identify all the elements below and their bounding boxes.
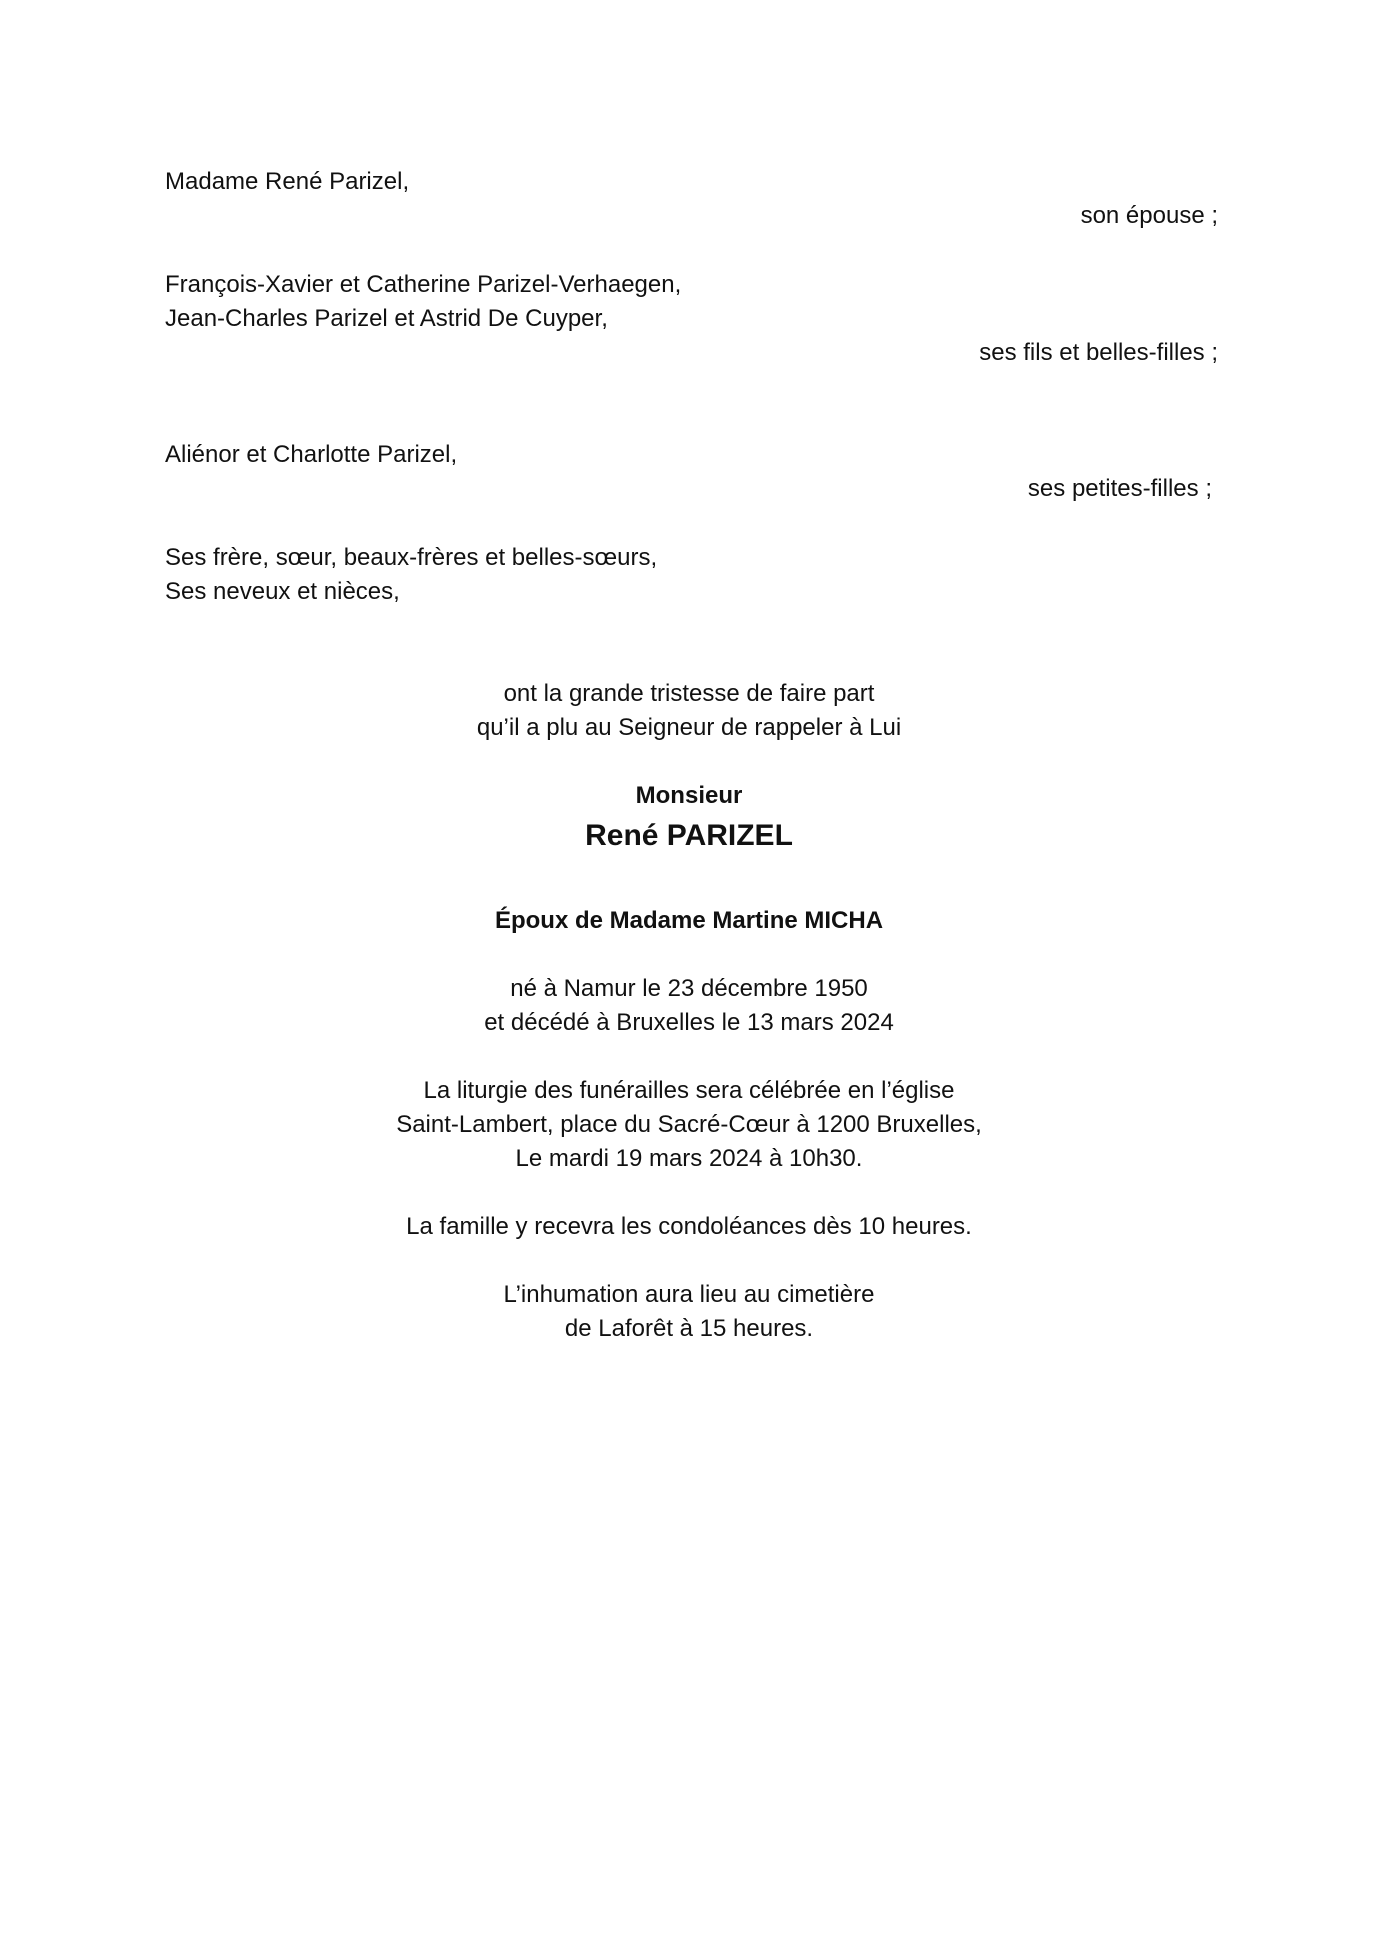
liturgy-line-1: La liturgie des funérailles sera célébrée en l’église bbox=[423, 1077, 955, 1104]
death-line: et décédé à Bruxelles le 13 mars 2024 bbox=[484, 1009, 894, 1036]
burial-line-2: de Laforêt à 15 heures. bbox=[564, 1315, 814, 1342]
burial-line-1: L’inhumation aura lieu au cimetière bbox=[503, 1281, 875, 1308]
announcement-line-1: ont la grande tristesse de faire part bbox=[503, 680, 875, 707]
spouse-name: Madame René Parizel, bbox=[165, 168, 410, 195]
deceased-name: René PARIZEL bbox=[585, 819, 793, 852]
granddaughters-name: Aliénor et Charlotte Parizel, bbox=[165, 441, 458, 468]
sons-line-1: François-Xavier et Catherine Parizel-Verhaegen, bbox=[165, 271, 682, 298]
birth-line: né à Namur le 23 décembre 1950 bbox=[510, 975, 868, 1002]
sons-role: ses fils et belles-filles ; bbox=[979, 339, 1218, 366]
announcement-line-2: qu’il a plu au Seigneur de rappeler à Lui bbox=[476, 714, 902, 741]
spouse-of-line: Époux de Madame Martine MICHA bbox=[494, 907, 884, 934]
liturgy-line-2: Saint-Lambert, place du Sacré-Cœur à 1200 Bruxelles, bbox=[396, 1111, 982, 1138]
siblings-line-1: Ses frère, sœur, beaux-frères et belles-sœurs, bbox=[165, 544, 658, 571]
sons-line-2: Jean-Charles Parizel et Astrid De Cuyper, bbox=[165, 305, 608, 332]
condolences-line: La famille y recevra les condoléances dès 10 heures. bbox=[406, 1213, 972, 1240]
deceased-title: Monsieur bbox=[635, 782, 743, 809]
liturgy-line-3: Le mardi 19 mars 2024 à 10h30. bbox=[515, 1145, 863, 1172]
siblings-line-2: Ses neveux et nièces, bbox=[165, 578, 400, 605]
granddaughters-role: ses petites-filles ; bbox=[1027, 475, 1212, 502]
spouse-role: son épouse ; bbox=[1080, 202, 1218, 229]
